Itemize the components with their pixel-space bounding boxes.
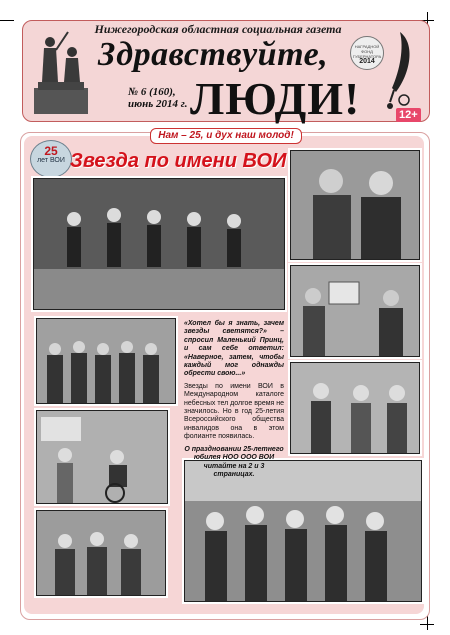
issue-date: июнь 2014 г. [128,98,188,110]
newspaper-title-line1: Здравствуйте, [98,36,329,73]
headline: Звезда по имени ВОИ [70,150,287,172]
newspaper-title-line2: ЛЮДИ! [190,73,361,124]
age-rating-badge: 12+ [396,108,421,122]
newspaper-subtitle: Нижегородская областная социальная газета [94,22,342,36]
seal-text: НАГРАДНОЙ ФОНД ГУБЕРНАТОРА [352,44,382,59]
photo-wheelchair-event [36,410,168,504]
photo-exhibition-visit [290,362,420,454]
anniversary-logo [30,140,72,178]
seal-year: 2014 [359,58,375,65]
photo-officials-handshake [290,150,420,260]
quill-icon [370,30,420,110]
logo-label: лет ВОИ [37,157,65,164]
anniversary-banner: Нам – 25, и дух наш молод! [150,128,302,144]
photo-stage-performance [33,178,285,310]
issue-info [128,86,187,110]
photo-award-presentation [290,265,420,357]
crop-mark [427,616,428,630]
photo-women-group [36,510,166,596]
photo-group-indoors [36,318,176,404]
article-note: О праздновании 25-летнего юбилея НОО ООО ВОИ читайте на 2 и 3 страницах. [184,445,284,478]
crop-mark [0,20,14,21]
article-quote: «Хотел бы я знать, зачем звезды светятся?» – спросил Маленький Принц, и сам себе ответил: «Наверное, затем, чтобы каждый мог однажды обрести свою...» [184,320,284,378]
article-body: Звезды по имени ВОИ в Международном каталоге небесных тел долгое время не значилось. Но в год 25-летия Всероссийского общества инвалидов она в этом фолианте появилась. [184,382,285,441]
issue-number: № 6 (160), [128,86,176,98]
logo-number: 25 [44,144,58,158]
article-text [184,320,284,483]
monument-illustration [28,28,94,116]
